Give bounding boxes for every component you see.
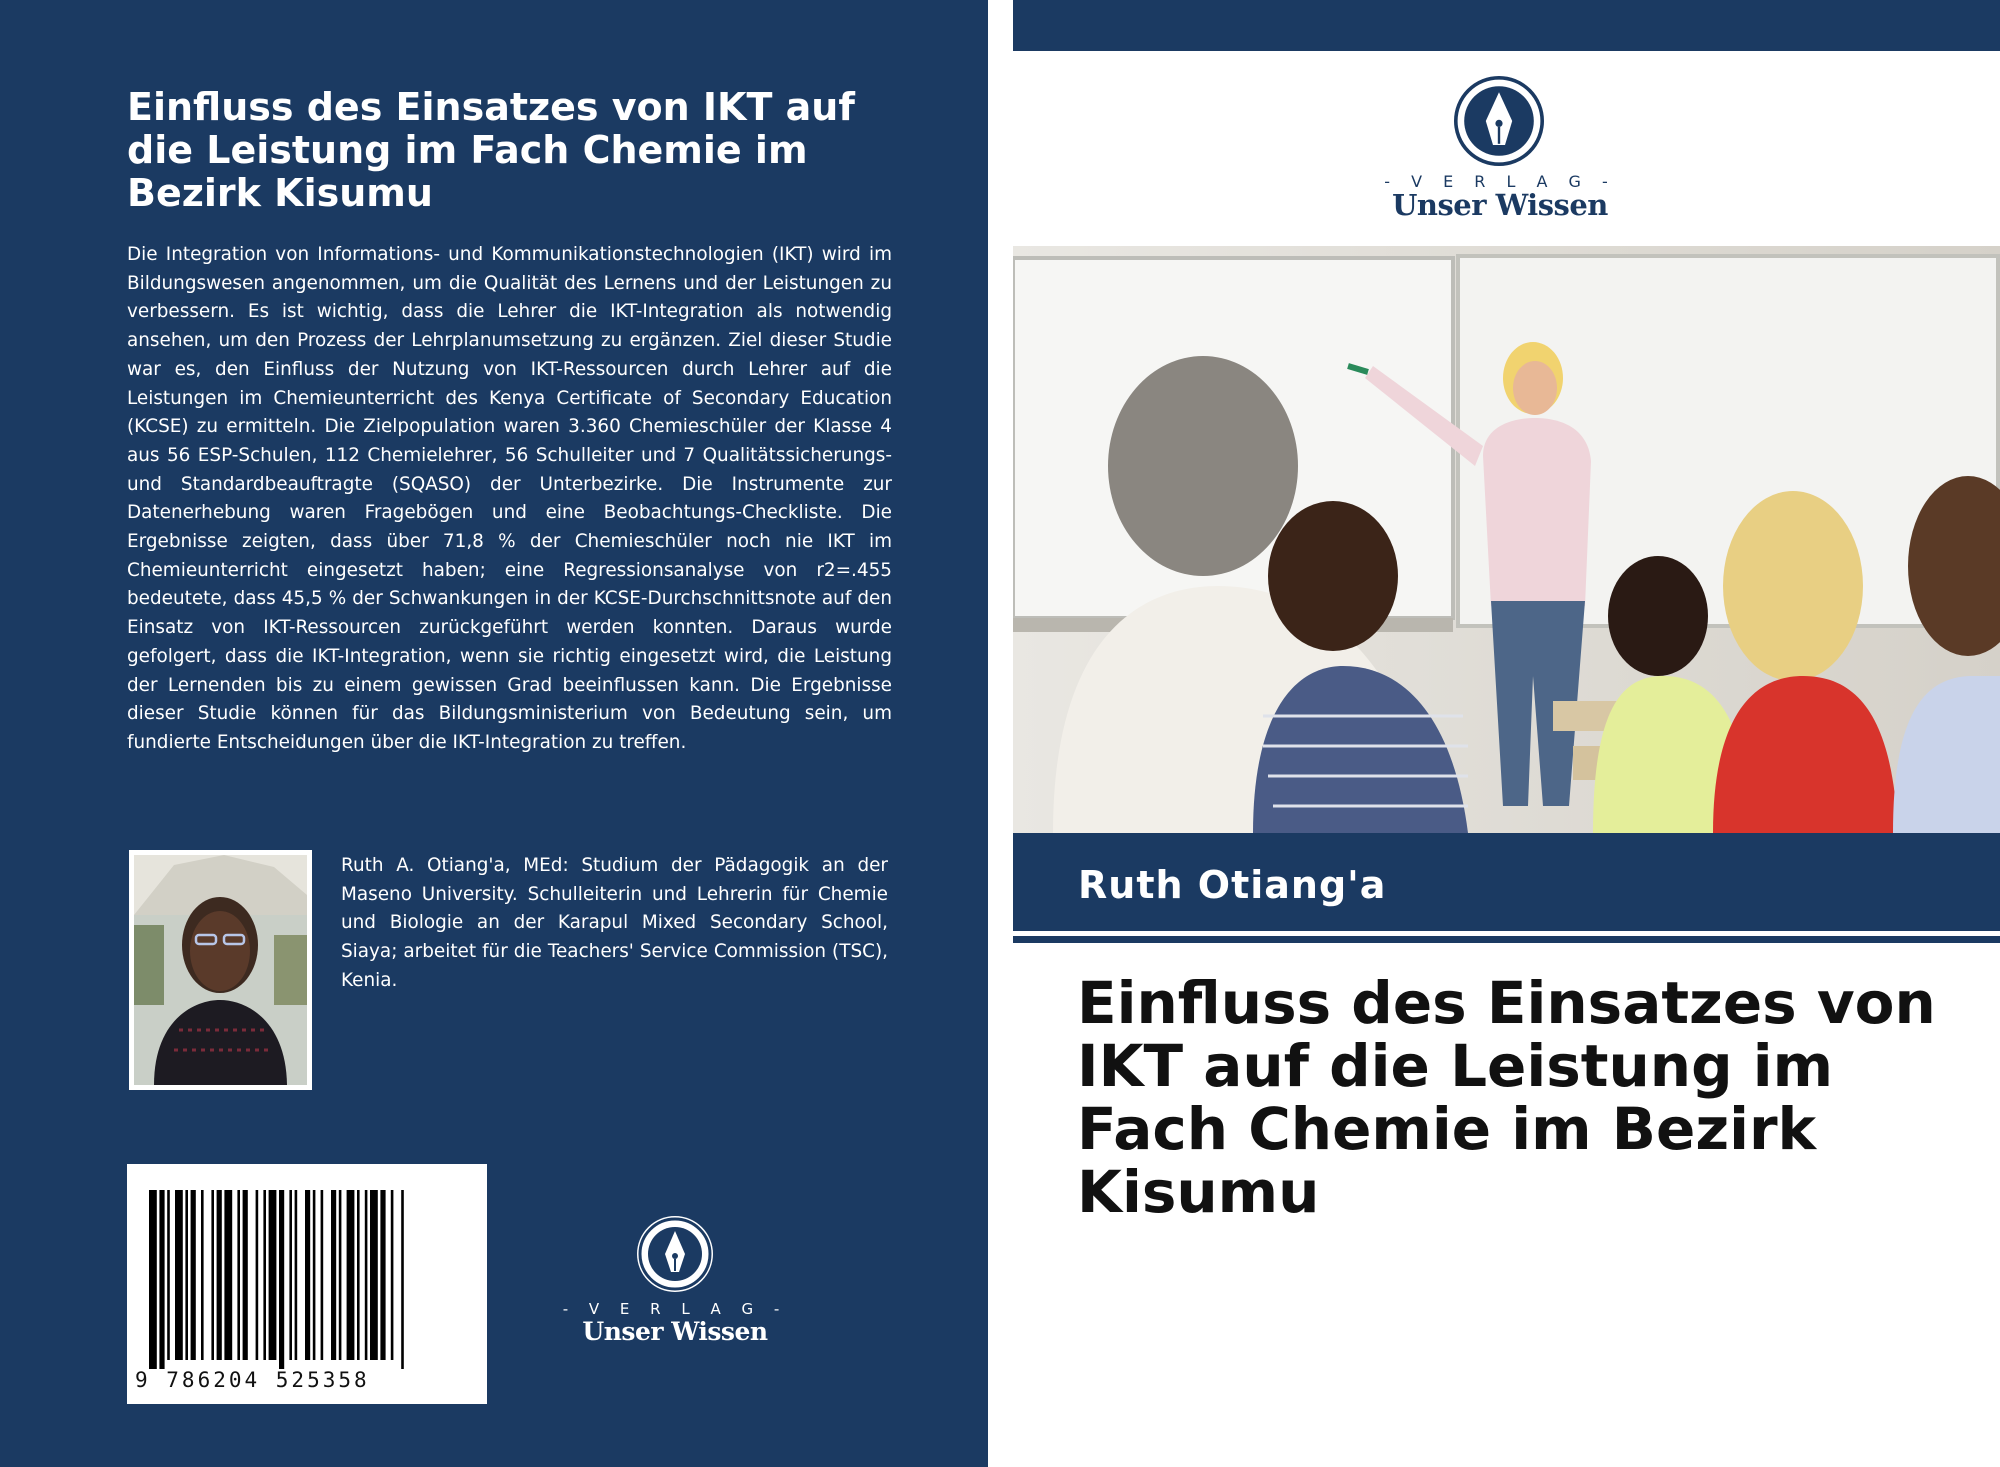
front-publisher-logo [1380, 68, 1620, 228]
barcode-bar [370, 1190, 378, 1360]
barcode-bar [224, 1190, 232, 1360]
front-cover-title: Einfluss des Einsatzes von IKT auf die Leistung im Fach Chemie im Bezirk Kisumu [1077, 969, 1936, 1226]
barcode-bar [289, 1190, 292, 1360]
barcode-bar [269, 1190, 277, 1360]
barcode-bar [217, 1190, 222, 1360]
front-publisher-verlag: - V E R L A G - [1384, 172, 1616, 191]
barcode-bar [380, 1190, 385, 1360]
barcode-bar [295, 1190, 298, 1360]
isbn-barcode [127, 1164, 487, 1404]
spine-gap [988, 0, 1013, 1467]
author-band [1013, 833, 2000, 931]
barcode-bar [305, 1190, 310, 1360]
barcode-bar [211, 1190, 214, 1360]
barcode-bar [357, 1190, 360, 1360]
barcode-bar [167, 1190, 170, 1360]
barcode-bar [149, 1190, 157, 1369]
barcode-bar [175, 1190, 183, 1360]
barcode-bar [365, 1190, 368, 1360]
barcode-bar [191, 1190, 196, 1360]
barcode-bar [201, 1190, 204, 1360]
author-portrait [129, 850, 312, 1090]
barcode-bar [263, 1190, 266, 1360]
barcode-bar [279, 1190, 284, 1369]
back-cover-blurb: Die Integration von Informations- und Kommunikationstechnologien (IKT) wird im Bildungswesen angenommen, um die Qualität des Lernens und der Leistungen zu verbessern. Es ist wichtig, dass die Lehrer die IKT-Integration als notwendig ansehen, um den Prozess der Lehrplanumsetzung zu ergänzen. Ziel dieser Studie war es, den Einfluss der Nutzung von IKT-Ressourcen durch Lehrer auf die Leistungen im Chemieunterricht des Kenya Certificate of Secondary Education (KCSE) zu ermitteln. Die Zielpopulation waren 3.360 Chemieschüler der Klasse 4 aus 56 ESP-Schulen, 112 Chemielehrer, 56 Schulleiter und 7 Qualitätssicherungs- und Standardbeauftragte (SQASO) der Unterbezirke. Die Instrumente zur Datenerhebung waren Fragebögen und eine Beobachtungs-Checkliste. Die Ergebnisse zeigten, dass über 71,8 % der Chemieschüler noch nie IKT im Chemieunterricht eingesetzt haben; eine Regressionsanalyse von r2=.455 bedeutete, dass 45,5 % der Schwankungen in der KCSE-Durchschnittsnote auf den Einsatz von IKT-Ressourcen zurückgeführt werden konnten. Daraus wurde gefolgert, dass die IKT-Integration, wenn sie richtig eingesetzt wird, die Leistung der Lernenden bis zu einem gewissen Grad beeinflussen kann. Die Ergebnisse dieser Studie können für das Bildungsministerium von Bedeutung sein, um fundierte Entscheidungen über die IKT-Integration zu treffen. [127, 244, 892, 753]
barcode-bar [313, 1190, 316, 1360]
barcode-bar [237, 1190, 240, 1360]
barcode-bar [185, 1190, 188, 1360]
front-author-name: Ruth Otiang'a [1078, 863, 1387, 907]
isbn-digits: 9 786204 525358 [135, 1368, 370, 1392]
fountain-pen-nib-logo-icon [635, 1214, 715, 1294]
barcode-bar [331, 1190, 336, 1360]
fountain-pen-nib-logo-icon [1451, 73, 1547, 169]
barcode-bar [321, 1190, 324, 1360]
barcode-bar [401, 1190, 404, 1369]
back-cover-title: Einfluss des Einsatzes von IKT auf die Leistung im Fach Chemie im Bezirk Kisumu [127, 85, 855, 215]
cover-photo [1013, 246, 2000, 833]
barcode-bar [339, 1190, 342, 1360]
back-cover [0, 0, 988, 1467]
front-publisher-name: Unser Wissen [1392, 188, 1608, 222]
barcode-bar [391, 1190, 394, 1360]
back-publisher-name: Unser Wissen [582, 1317, 768, 1346]
front-top-bar [1013, 0, 2000, 51]
front-divider-rule [1013, 936, 2000, 943]
back-publisher-verlag: - V E R L A G - [562, 1300, 788, 1318]
barcode-bar [243, 1190, 248, 1360]
barcode-bar [159, 1190, 164, 1369]
author-bio: Ruth A. Otiang'a, MEd: Studium der Pädagogik an der Maseno University. Schulleiterin und Lehrerin für Chemie und Biologie an der Karapul Mixed Secondary School, Siaya; arbeitet für die Teachers' Service Commission (TSC), Kenia. [341, 855, 888, 991]
barcode-bar [347, 1190, 355, 1360]
back-publisher-logo [560, 1210, 790, 1350]
barcode-bar [256, 1190, 259, 1360]
